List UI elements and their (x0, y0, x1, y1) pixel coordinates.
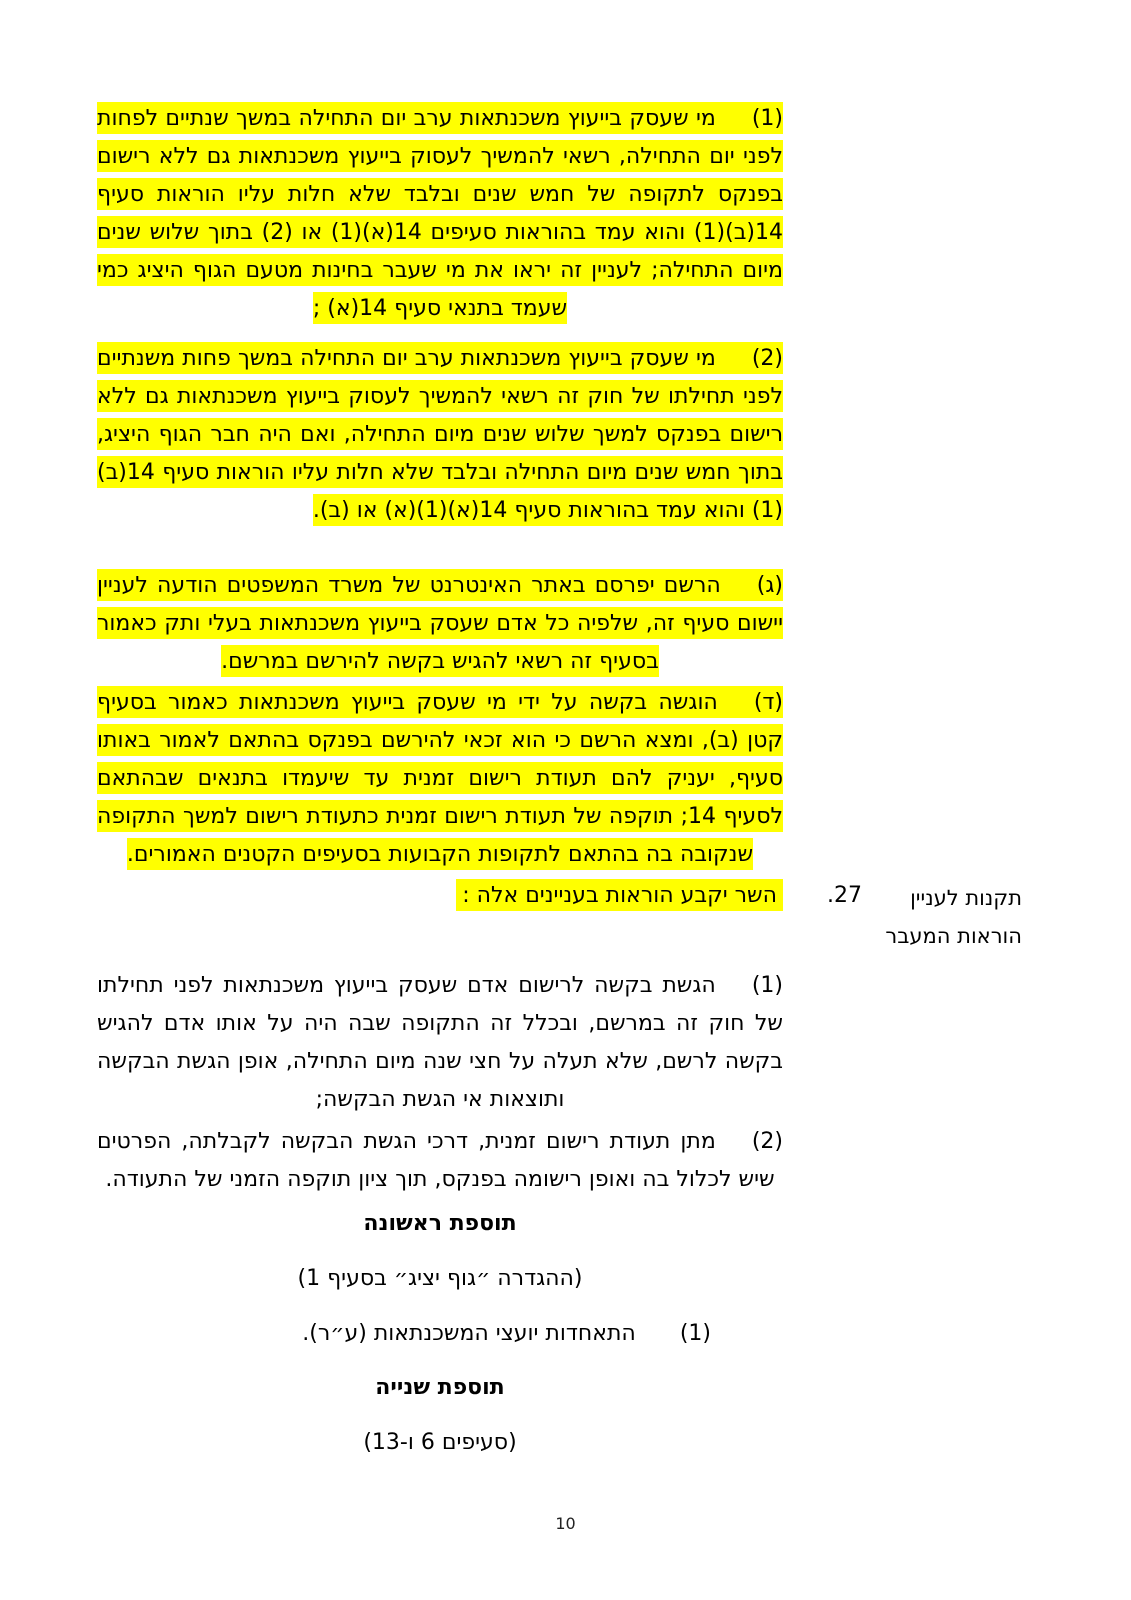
page-number: 10 (555, 1514, 576, 1533)
paragraph-marker: (ד) (718, 686, 783, 718)
paragraph-marker: (ג) (721, 569, 783, 601)
item-marker: (1) (679, 1321, 711, 1346)
paragraph-text: הוגשה בקשה על ידי מי שעסק בייעוץ משכנתאות כאמור בסעיף קטן (ב), ומצא הרשם כי הוא זכאי להירשם בפנקס בהתאם לאמור באותו סעיף, יעניק להם תעודת רישום זמנית עד שיעמדו בתנאים שבהתאם לסעיף 14; תוקפה של תעודת רישום זמנית כתעודת רישום למשך התקופה שנקובה בה בהתאם לתקופות הקבועות בסעיפים הקטנים האמורים. (97, 686, 783, 870)
transition-paragraph-dalet (97, 684, 783, 874)
margin-note-line: תקנות לעניין (910, 886, 1022, 910)
item-text: התאחדות יועצי המשכנתאות (ע״ר). (302, 1321, 636, 1346)
paragraph-text: מי שעסק בייעוץ משכנתאות ערב יום התחילה במשך פחות משנתיים לפני תחילתו של חוק זה רשאי להמשיך לעסוק בייעוץ משכנתאות גם ללא רישום בפנקס למשך שלוש שנים מיום התחילה, ואם היה חבר הגוף היציג, בתוך חמש שנים מיום התחילה ובלבד שלא חלות עליו הוראות סעיף 14(ב)(1) והוא עמד בהוראות סעיף 14(א)(1)(א) או (ב). (97, 342, 783, 526)
paragraph-text: מי שעסק בייעוץ משכנתאות ערב יום התחילה במשך שנתיים לפחות לפני יום התחילה, רשאי להמשיך לעסוק בייעוץ משכנתאות גם ללא רישום בפנקס לתקופה של חמש שנים ובלבד שלא חלות עליו הוראות סעיף 14(ב)(1) והוא עמד בהוראות סעיפים 14(א)(1) או (2) בתוך שלוש שנים מיום התחילה; לעניין זה יראו את מי שעבר בחינות מטעם הגוף היציג כמי שעמד בתנאי סעיף 14(א) ; (97, 102, 783, 324)
section-27-number: .27 (827, 883, 862, 908)
appendix-second-title: תוספת שנייה (375, 1375, 505, 1400)
transition-paragraph-2 (97, 340, 783, 530)
section-27-text (97, 877, 783, 915)
section-27-highlighted-text: השר יקבע הוראות בעניינים אלה : (456, 879, 783, 911)
paragraph-marker: (1) (751, 973, 783, 998)
paragraph-marker: (2) (716, 342, 783, 374)
paragraph-marker: (2) (751, 1129, 783, 1154)
section-27-margin-note (872, 879, 1022, 955)
paragraph-text: הרשם יפרסם באתר האינטרנט של משרד המשפטים הודעה לעניין יישום סעיף זה, שלפיה כל אדם שעסק בייעוץ משכנתאות בעלי ותק כאמור בסעיף זה רשאי להגיש בקשה להירשם במרשם. (97, 569, 783, 677)
appendix-first-item-1 (97, 1315, 783, 1353)
main-text-column (97, 0, 783, 1600)
transition-paragraph-1 (97, 100, 783, 328)
section-27-subparagraph-2 (97, 1123, 783, 1199)
section-27-subparagraph-1 (97, 967, 783, 1119)
paragraph-marker: (1) (716, 102, 783, 134)
appendix-second-subtitle: (סעיפים 6 ו-13) (363, 1430, 517, 1455)
paragraph-text: מתן תעודת רישום זמנית, דרכי הגשת הבקשה לקבלתה, הפרטים שיש לכלול בה ואופן רישומה בפנקס, תוך ציון תוקפה הזמני של התעודה. (97, 1129, 775, 1192)
paragraph-text: הגשת בקשה לרישום אדם שעסק בייעוץ משכנתאות לפני תחילתו של חוק זה במרשם, ובכלל זה התקופה שבה היה על אותו אדם להגיש בקשה לרשם, שלא תעלה על חצי שנה מיום התחילה, אופן הגשת הבקשה ותוצאות אי הגשת הבקשה; (97, 973, 783, 1112)
transition-paragraph-gimel (97, 567, 783, 681)
appendix-first-title: תוספת ראשונה (363, 1211, 517, 1236)
margin-note-line: הוראות המעבר (885, 924, 1022, 948)
appendix-first-subtitle: (ההגדרה ״גוף יציג״ בסעיף 1) (297, 1266, 583, 1291)
